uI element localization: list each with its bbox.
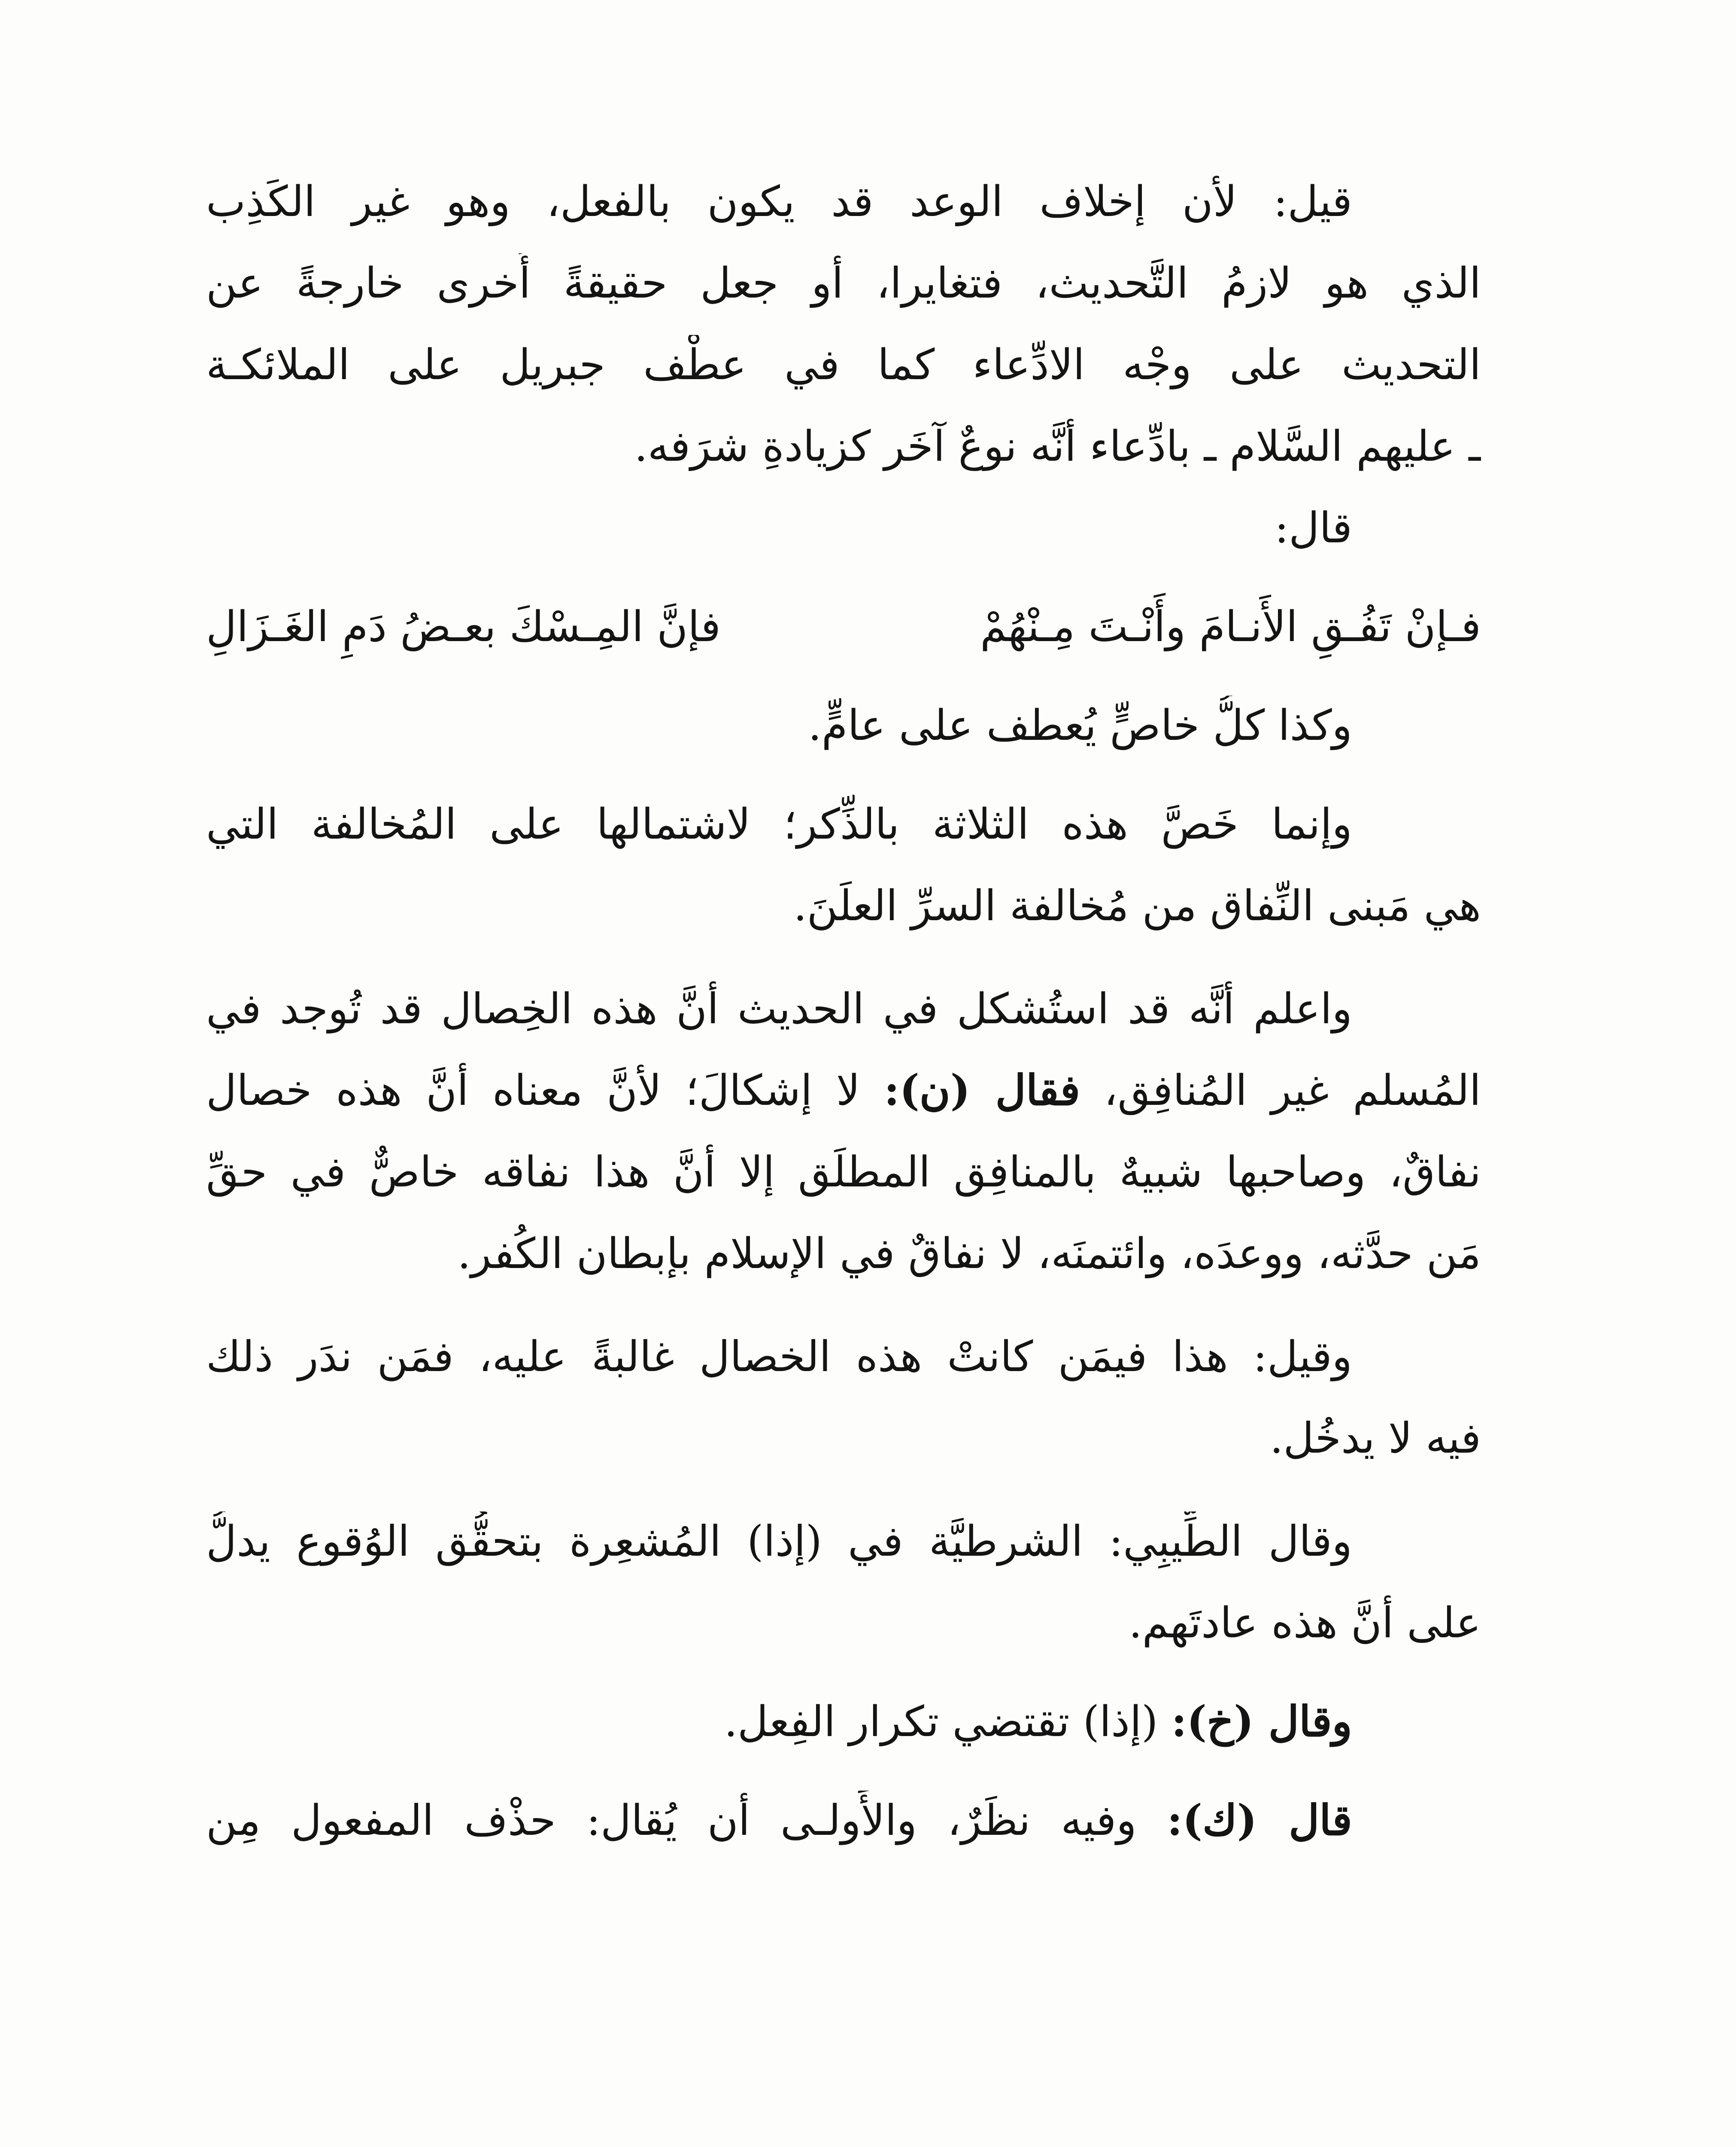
text-segment: (إذا) تقتضي تكرار الفِعل. <box>724 1697 1158 1746</box>
text-line <box>206 1061 1481 1121</box>
page-body <box>206 172 1481 2147</box>
text-line: الذي هو لازمُ التَّحديث، فتغايرا، أو جعل حقيقةً أُخرى خارجةً عن <box>206 259 1481 308</box>
text-line: وكذا كلُّ خاصٍّ يُعطف على عامٍّ. <box>808 701 1352 750</box>
source-reference: قال (ك): <box>1167 1796 1352 1845</box>
verse-first-hemistich: فـإنْ تَفُـقِ الأَنـامَ وأَنْـتَ مِـنْهُمْ <box>980 602 1481 651</box>
text-segment: وفيه نظَرٌ، والأَولـى أن يُقال: حذْف المفعول مِن <box>206 1796 1137 1845</box>
text-line: واعلم أنَّه قد استُشكل في الحديث أنَّ هذه الخِصال قد تُوجد في <box>206 985 1352 1034</box>
text-line: فيه لا يدخُل. <box>1270 1414 1481 1463</box>
text-line: على أنَّ هذه عادتَهم. <box>1129 1599 1481 1648</box>
text-line <box>206 1791 1481 1851</box>
poetry-verse <box>206 597 1481 657</box>
text-line: قيل: لأن إخلاف الوعد قد يكون بالفعل، وهو غير الكَذِب <box>206 177 1352 226</box>
text-segment: المُسلم غير المُنافِق، <box>1104 1066 1481 1115</box>
verse-second-hemistich: فإنَّ المِـسْكَ بعـضُ دَمِ الغَـزَالِ <box>206 602 721 651</box>
text-line: التحديث على وجْه الادِّعاء كما في عطْف جبريل على الملائكـة <box>206 341 1481 389</box>
text-segment: لا إشكالَ؛ لأنَّ معناه أنَّ هذه خصال <box>206 1066 860 1115</box>
text-line: مَن حدَّثه، ووعدَه، وائتمنَه، لا نفاقٌ في الإسلام بإبطان الكُفر. <box>457 1229 1481 1278</box>
text-line: وإنما خَصَّ هذه الثلاثة بالذِّكر؛ لاشتمالها على المُخالفة التي <box>206 800 1352 849</box>
text-line: هي مَبنى النِّفاق من مُخالفة السرِّ العلَنَ. <box>793 882 1481 931</box>
text-line: وقيل: هذا فيمَن كانتْ هذه الخصال غالبةً عليه، فمَن ندَر ذلك <box>206 1332 1352 1381</box>
text-line: ـ عليهم السَّلام ـ بادِّعاء أنَّه نوعٌ آخَر كزيادةِ شرَفه. <box>634 422 1481 471</box>
text-line <box>206 1692 1481 1752</box>
text-line: قال: <box>1275 504 1352 553</box>
source-reference: فقال (ن): <box>884 1066 1080 1115</box>
source-reference: وقال (خ): <box>1171 1697 1352 1746</box>
text-line: وقال الطِّيبِي: الشرطيَّة في (إذا) المُشعِرة بتحقُّق الوُقوع يدلُّ <box>206 1517 1352 1566</box>
text-line: نفاقٌ، وصاحبها شبيهٌ بالمنافِق المطلَق إلا أنَّ هذا نفاقه خاصٌّ في حقِّ <box>206 1148 1481 1197</box>
